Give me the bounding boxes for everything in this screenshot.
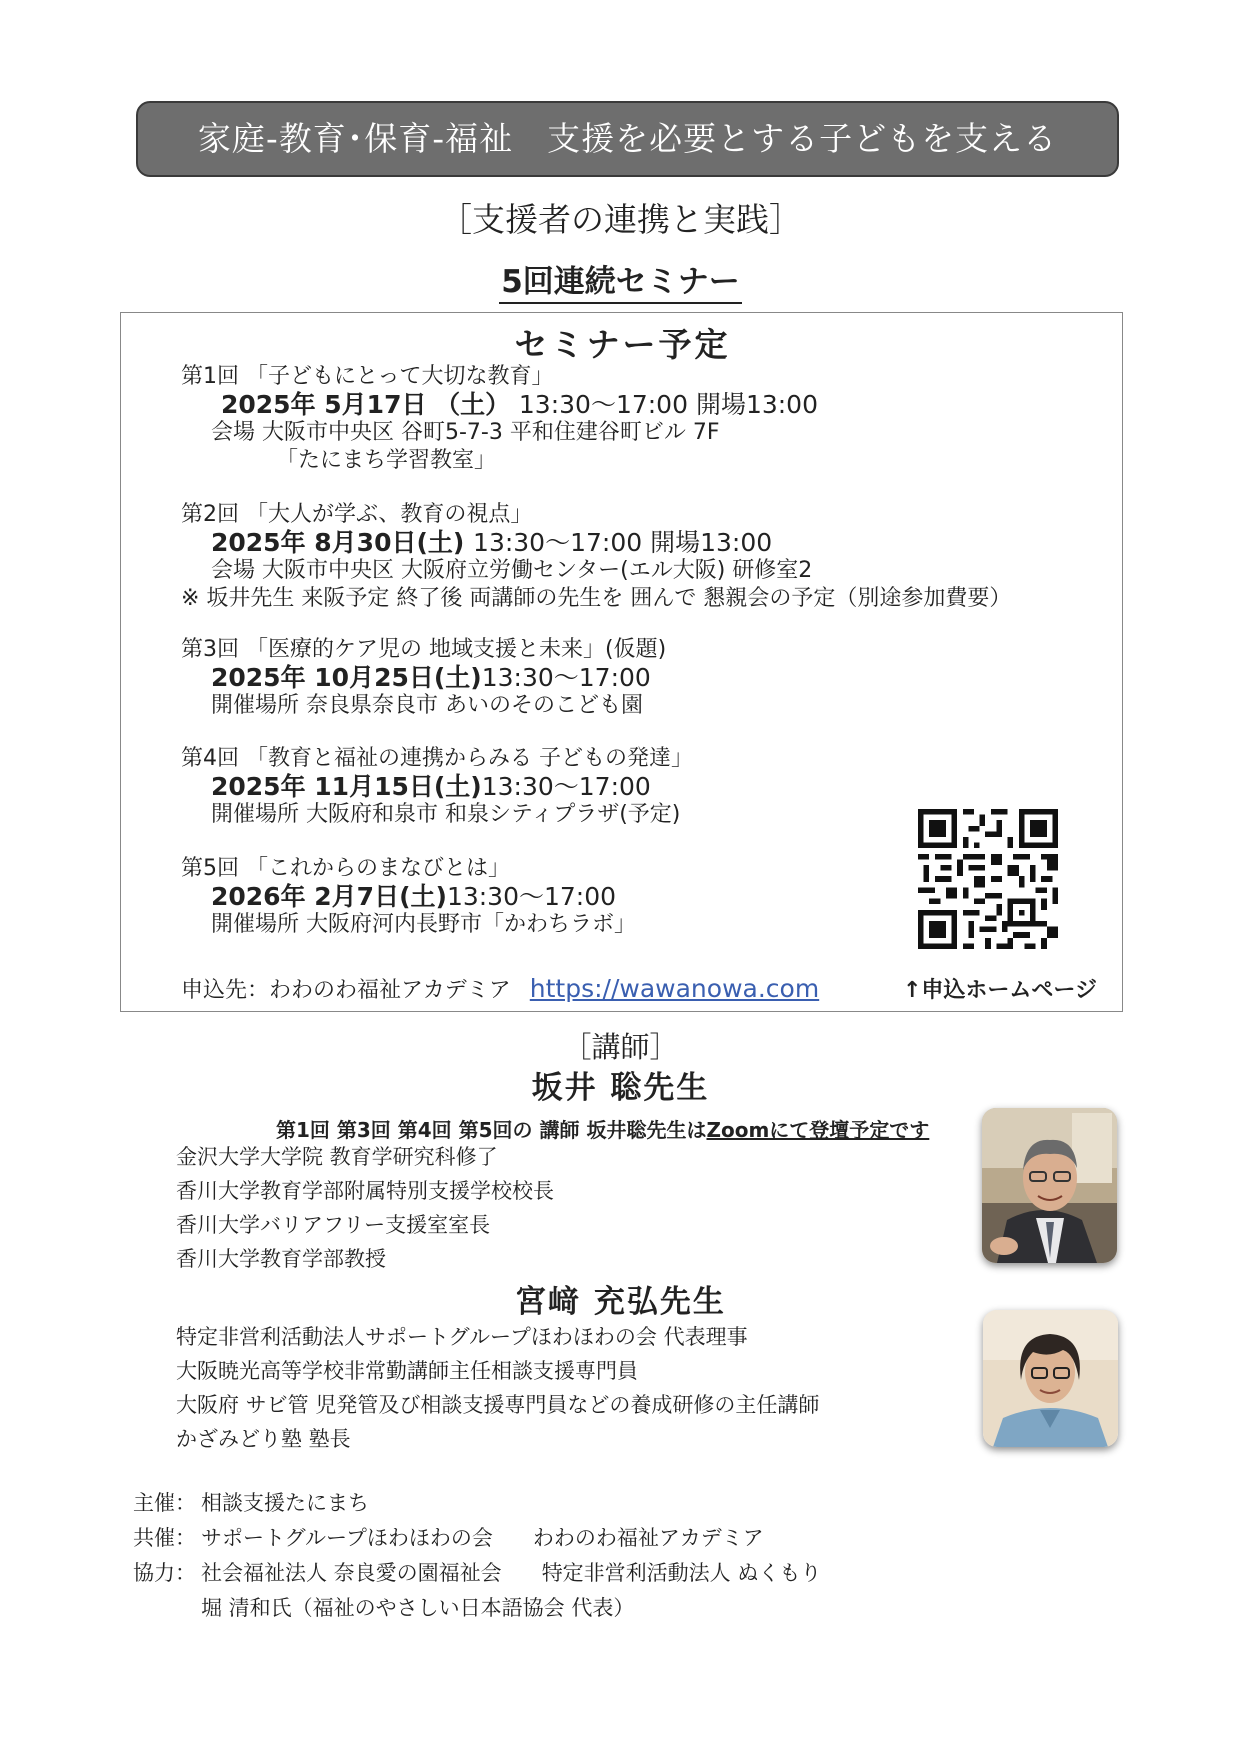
session-venue: 会場 大阪市中央区 大阪府立労働センター(エル大阪) 研修室2 [211,558,813,583]
career-item: 特定非営利活動法人サポートグループほわほわの会 代表理事 [176,1325,748,1349]
lecturer-photo-miyazaki [983,1310,1118,1447]
subtitle: ［支援者の連携と実践］ [439,200,802,239]
career-list-miyazaki [176,1320,819,1456]
session-date: 2026年 2月7日(土)13:30～17:00 [211,882,617,911]
session-venue: 開催場所 大阪府河内長野市「かわちラボ」 [211,912,636,937]
lecturer-name-miyazaki: 宮﨑 充弘先生 [515,1284,726,1320]
career-item: 香川大学教育学部附属特別支援学校校長 [176,1179,554,1203]
session-venue: 開催場所 奈良県奈良市 あいのそのこども園 [211,693,643,718]
organizer-cohost: 共催： サポートグループほわほわの会 わわのわ福祉アカデミア [133,1526,764,1550]
organizer-cooperation: 協力： 社会福祉法人 奈良愛の園福祉会 特定非営利活動法人 ぬくもり [133,1561,822,1585]
career-item: 香川大学教育学部教授 [176,1247,386,1271]
apply-info [181,973,819,1004]
session-heading: 第1回 「子どもにとって大切な教育」 [181,364,554,389]
session-date: 2025年 5月17日 （土） 13:30～17:00 開場13:00 [221,390,818,419]
schedule-title: セミナー予定 [514,325,731,364]
session-4 [181,745,693,829]
session-heading: 第3回 「医療的ケア児の 地域支援と未来」(仮題) [181,637,667,662]
session-heading: 第4回 「教育と福祉の連携からみる 子どもの発達」 [181,746,693,771]
organizer-cooperation-2: 堀 清和氏（福祉のやさしい日本語協会 代表） [201,1596,635,1620]
career-item: 金沢大学大学院 教育学研究科修了 [176,1145,498,1169]
lecturer-photo-sakai [982,1108,1117,1263]
organizers [133,1486,821,1626]
session-3 [181,636,666,720]
session-5 [181,855,636,939]
session-heading: 第2回 「大人が学ぶ、教育の視点」 [181,502,533,527]
career-item: かざみどり塾 塾長 [176,1427,351,1451]
session-date: 2025年 8月30日(土) 13:30～17:00 開場13:00 [211,528,773,557]
qr-code-icon[interactable] [918,809,1058,949]
series-title: 5回連続セミナー [0,256,1241,301]
session-note: ※ 坂井先生 来阪予定 終了後 両講師の先生を 囲んで 懇親会の予定（別途参加費要） [181,586,1012,611]
apply-label: 申込先：わわのわ福祉アカデミア [181,978,511,1003]
career-list-sakai [176,1140,554,1276]
session-venue: 会場 大阪市中央区 谷町5-7-3 平和住建谷町ビル 7F [211,420,720,445]
session-date: 2025年 10月25日(土)13:30～17:00 [211,663,651,692]
career-item: 大阪暁光高等学校非常勤講師主任相談支援専門員 [176,1359,638,1383]
session-date: 2025年 11月15日(土)13:30～17:00 [211,772,651,801]
apply-url-link[interactable]: https://wawanowa.com [529,974,820,1003]
schedule-box [120,312,1123,1012]
career-item: 大阪府 サビ管 児発管及び相談支援専門員などの養成研修の主任講師 [176,1393,820,1417]
session-1 [181,363,818,475]
session-2 [181,501,1011,613]
lecturers-heading: ［講師］ [562,1030,679,1064]
lecturer-name-sakai: 坂井 聡先生 [531,1070,710,1106]
zoom-note: 第1回 第3回 第4回 第5回の 講師 坂井聡先生はZoomにて登壇予定です [276,1118,930,1142]
apply-homepage-caption: ↑申込ホームページ [903,978,1097,1003]
session-heading: 第5回 「これからのまなびとは」 [181,856,510,881]
session-venue-name: 「たにまち学習教室」 [276,448,497,473]
title-banner: 家庭-教育･保育-福祉 支援を必要とする子どもを支える [136,101,1119,177]
career-item: 香川大学バリアフリー支援室室長 [176,1213,491,1237]
session-venue: 開催場所 大阪府和泉市 和泉シティプラザ(予定) [211,802,681,827]
organizer-host: 主催： 相談支援たにまち [133,1491,369,1515]
